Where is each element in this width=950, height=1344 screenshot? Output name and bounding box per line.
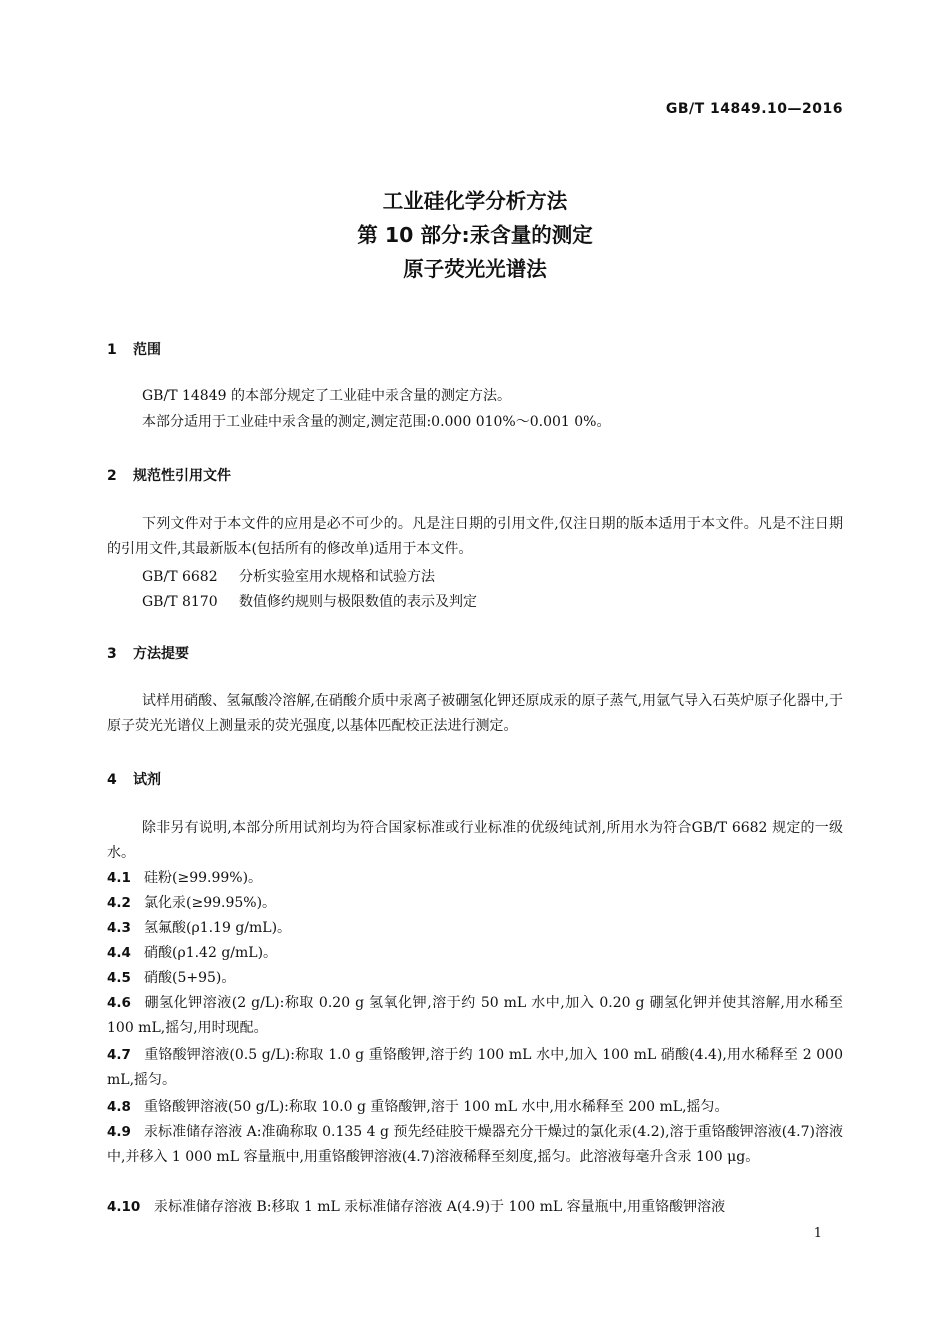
item-number: 4.9 xyxy=(107,1124,131,1140)
section-number: 1 xyxy=(107,342,117,358)
section-4-paragraph-1: 除非另有说明,本部分所用试剂均为符合国家标准或行业标准的优级纯试剂,所用水为符合GB/T 6682 规定的一级水。 xyxy=(107,820,843,861)
page-number: 1 xyxy=(813,1226,822,1241)
normative-reference xyxy=(142,566,435,586)
item-text: 氢氟酸(ρ1.19 g/mL)。 xyxy=(144,920,292,936)
reagent-item xyxy=(107,991,843,1041)
reagent-item xyxy=(107,1120,843,1170)
item-number: 4.5 xyxy=(107,970,131,986)
section-number: 3 xyxy=(107,646,117,662)
reagent-item xyxy=(107,1195,843,1220)
title-line-3: 原子荧光光谱法 xyxy=(403,257,547,281)
section-2-paragraph-1: 下列文件对于本文件的应用是必不可少的。凡是注日期的引用文件,仅注日期的版本适用于本文件。凡是不注日期的引用文件,其最新版本(包括所有的修改单)适用于本文件。 xyxy=(107,516,843,557)
reagent-item xyxy=(107,966,843,991)
section-title: 规范性引用文件 xyxy=(133,468,231,484)
reagent-item xyxy=(107,866,843,891)
item-text: 硅粉(≥99.99%)。 xyxy=(144,870,263,886)
item-number: 4.7 xyxy=(107,1047,131,1063)
section-title: 试剂 xyxy=(133,772,161,788)
section-title: 范围 xyxy=(133,342,161,358)
item-number: 4.6 xyxy=(107,995,131,1011)
section-2-heading xyxy=(107,465,231,485)
reagent-item xyxy=(107,1043,843,1093)
section-4-heading xyxy=(107,769,161,789)
reference-title: 分析实验室用水规格和试验方法 xyxy=(239,569,435,585)
item-text: 硼氢化钾溶液(2 g/L):称取 0.20 g 氢氧化钾,溶于约 50 mL 水中,加入 0.20 g 硼氢化钾并使其溶解,用水稀至 100 mL,摇匀,用时现配。 xyxy=(107,995,843,1036)
reagent-item xyxy=(107,1095,843,1120)
item-number: 4.2 xyxy=(107,895,131,911)
item-number: 4.8 xyxy=(107,1099,131,1115)
section-3-paragraph-1: 试样用硝酸、氢氟酸冷溶解,在硝酸介质中汞离子被硼氢化钾还原成汞的原子蒸气,用氩气导入石英炉原子化器中,于原子荧光光谱仪上测量汞的荧光强度,以基体匹配校正法进行测定。 xyxy=(107,693,843,734)
item-number: 4.1 xyxy=(107,870,131,886)
document-title xyxy=(0,184,950,286)
item-number: 4.4 xyxy=(107,945,131,961)
reference-code: GB/T 6682 xyxy=(142,569,218,585)
reference-title: 数值修约规则与极限数值的表示及判定 xyxy=(239,594,477,610)
reagent-item xyxy=(107,891,843,916)
item-text: 汞标准储存溶液 B:移取 1 mL 汞标准储存溶液 A(4.9)于 100 mL 容量瓶中,用重铬酸钾溶液 xyxy=(154,1199,726,1215)
reagent-item xyxy=(107,941,843,966)
item-text: 汞标准储存溶液 A:准确称取 0.135 4 g 预先经硅胶干燥器充分干燥过的氯化汞(4.2),溶于重铬酸钾溶液(4.7)溶液中,并移入 1 000 mL 容量瓶中,用重铬酸钾溶液(4.7)溶液稀释至刻度,摇匀。此溶液每毫升含汞 100 μg。 xyxy=(107,1124,843,1165)
item-text: 重铬酸钾溶液(50 g/L):称取 10.0 g 重铬酸钾,溶于 100 mL 水中,用水稀释至 200 mL,摇匀。 xyxy=(144,1099,729,1115)
reference-code: GB/T 8170 xyxy=(142,594,218,610)
section-title: 方法提要 xyxy=(133,646,189,662)
item-text: 氯化汞(≥99.95%)。 xyxy=(144,895,277,911)
section-1-paragraph-1: GB/T 14849 的本部分规定了工业硅中汞含量的测定方法。 xyxy=(142,388,511,404)
section-number: 4 xyxy=(107,772,117,788)
reagent-item xyxy=(107,916,843,941)
standard-code: GB/T 14849.10—2016 xyxy=(665,101,843,117)
item-text: 硝酸(ρ1.42 g/mL)。 xyxy=(144,945,278,961)
section-1-paragraph-2: 本部分适用于工业硅中汞含量的测定,测定范围:0.000 010%～0.001 0%。 xyxy=(142,414,611,430)
section-1-heading xyxy=(107,339,161,359)
section-3-heading xyxy=(107,643,189,663)
item-number: 4.3 xyxy=(107,920,131,936)
item-text: 硝酸(5+95)。 xyxy=(144,970,236,986)
normative-reference xyxy=(142,591,477,611)
title-line-1: 工业硅化学分析方法 xyxy=(382,189,568,213)
title-line-2: 第 10 部分:汞含量的测定 xyxy=(357,223,593,247)
item-text: 重铬酸钾溶液(0.5 g/L):称取 1.0 g 重铬酸钾,溶于约 100 mL 水中,加入 100 mL 硝酸(4.4),用水稀释至 2 000 mL,摇匀。 xyxy=(107,1047,843,1088)
section-number: 2 xyxy=(107,468,117,484)
item-number: 4.10 xyxy=(107,1199,141,1215)
